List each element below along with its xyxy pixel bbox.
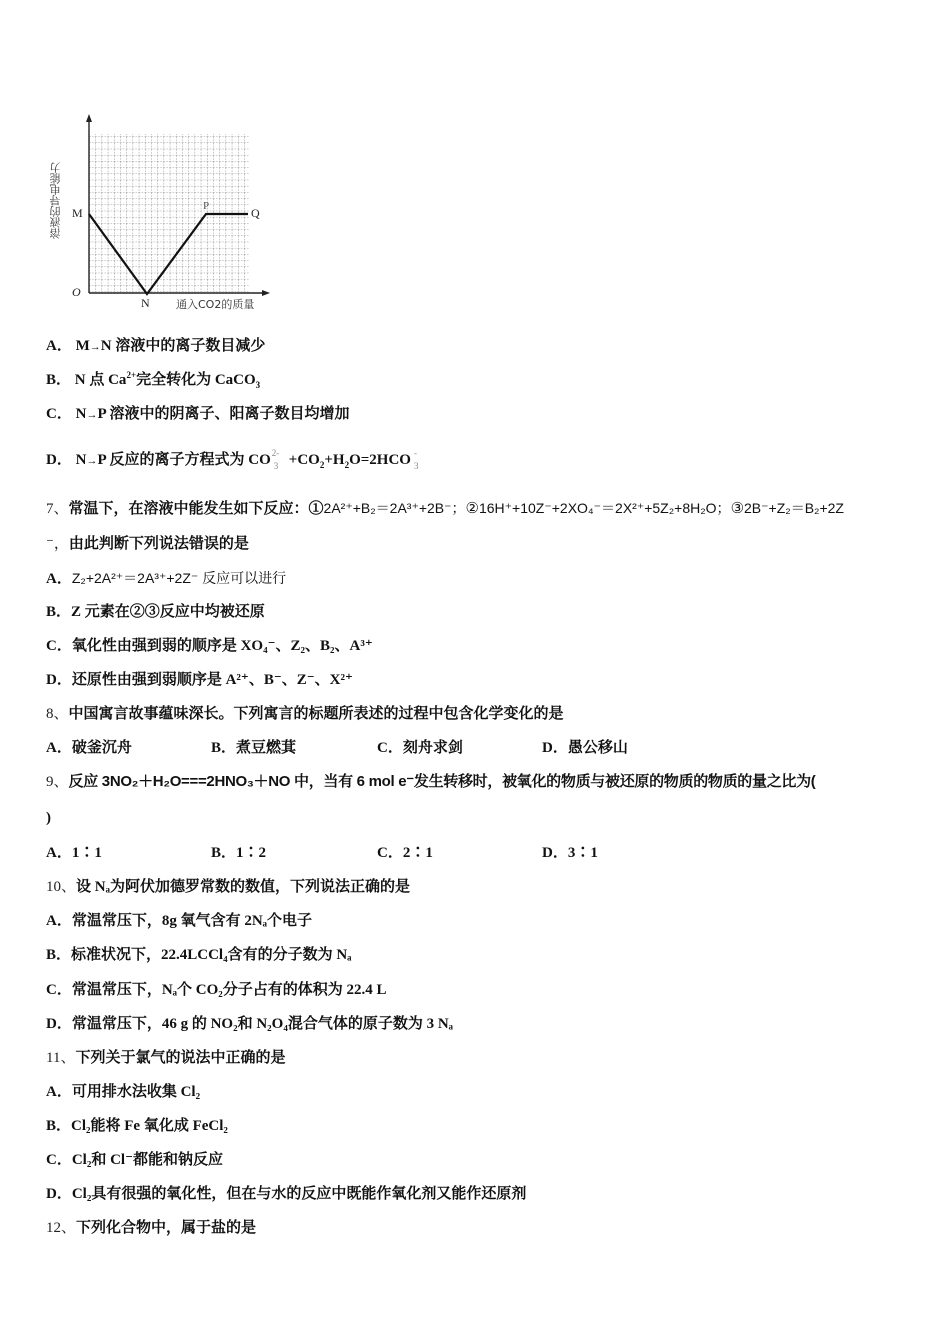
reaction-1: 2A²⁺+B₂＝2A³⁺+2B⁻； <box>323 500 466 516</box>
q8-option-c[interactable]: C．刻舟求剑 <box>377 740 463 756</box>
option-prefix: B． <box>46 947 72 963</box>
point-label-q: Q <box>251 206 260 220</box>
q11-option-b[interactable] <box>46 1116 228 1136</box>
option-prefix: C． <box>46 406 72 422</box>
q7-option-a[interactable] <box>46 568 286 589</box>
option-text: 常温常压下，46 g 的 NO₂和 N₂O₄混合气体的原子数为 3 Nₐ <box>71 1016 454 1032</box>
question-text: ) <box>46 810 51 826</box>
option-text: 常温常压下，8g 氧气含有 2Nₐ个电子 <box>71 913 313 929</box>
question-number: 9、 <box>46 774 69 790</box>
reaction-3: 2B⁻+Z₂＝B₂+2Z <box>744 500 844 516</box>
q7-option-d[interactable] <box>46 670 353 690</box>
q6-option-c[interactable] <box>46 404 350 425</box>
option-text: M <box>75 338 90 354</box>
q11-option-d[interactable] <box>46 1184 526 1204</box>
option-text: +H <box>324 452 345 468</box>
option-prefix: B． <box>46 604 72 620</box>
q9-options <box>46 843 906 863</box>
q8-option-b[interactable]: B．煮豆燃萁 <box>211 740 297 756</box>
chart-ylabel: 溶液的导电能力 <box>49 162 62 239</box>
question-text: 设 Nₐ为阿伏加德罗常数的数值，下列说法正确的是 <box>76 879 410 895</box>
q11-option-a[interactable] <box>46 1082 200 1102</box>
option-text: Z 元素在②③反应中均被还原 <box>71 604 265 620</box>
q10-option-c[interactable] <box>46 980 387 1000</box>
reaction-2: 16H⁺+10Z⁻+2XO₄⁻＝2X²⁺+5Z₂+8H₂O； <box>478 500 731 516</box>
option-text: Cl₂和 Cl⁻都能和钠反应 <box>71 1152 224 1168</box>
point-label-m: M <box>72 206 83 220</box>
q8-option-d[interactable]: D．愚公移山 <box>542 740 628 756</box>
point-label-n: N <box>141 296 150 310</box>
q6-option-b[interactable] <box>46 370 260 390</box>
question-text: 由此判断下列说法错误的是 <box>68 536 249 552</box>
q9-option-c[interactable]: C．2∶1 <box>377 845 433 861</box>
option-text: N <box>75 406 87 422</box>
q9-stem-cont <box>46 808 51 828</box>
q7-stem <box>46 498 844 519</box>
q8-options <box>46 738 906 758</box>
q6-option-a[interactable] <box>46 336 265 357</box>
origin-label: O <box>72 285 81 299</box>
option-prefix: A． <box>46 913 72 929</box>
q9-option-d[interactable]: D．3∶1 <box>542 845 598 861</box>
option-text: 还原性由强到弱顺序是 A²⁺、B⁻、Z⁻、X²⁺ <box>71 672 353 688</box>
option-prefix: D． <box>46 1186 72 1202</box>
option-text: 常温常压下，Nₐ个 CO₂分子占有的体积为 22.4 L <box>71 982 387 998</box>
arrow-icon: → <box>86 455 98 467</box>
q7-option-c[interactable] <box>46 636 373 656</box>
option-text: P 反应的离子方程式为 CO <box>97 452 271 468</box>
option-prefix: A． <box>46 1084 72 1100</box>
question-text: 下列化合物中，属于盐的是 <box>76 1220 257 1236</box>
question-number: 12、 <box>46 1220 77 1236</box>
q9-stem <box>46 772 816 792</box>
arrow-icon: → <box>86 409 98 421</box>
question-text: 下列关于氯气的说法中正确的是 <box>75 1050 286 1066</box>
circled-3: ③ <box>730 501 745 517</box>
question-number: 8、 <box>46 706 69 722</box>
superscript: 2+ <box>126 370 137 380</box>
question-text: 中国寓言故事蕴味深长。下列寓言的标题所表述的过程中包含化学变化的是 <box>68 706 564 722</box>
option-text: 完全转化为 CaCO <box>136 372 256 388</box>
q6-option-d[interactable]: D． N→P 反应的离子方程式为 CO 2- 3 $+CO_2+H_2O=2HCO$ - 3 <box>46 448 419 471</box>
question-text: 常温下，在溶液中能发生如下反应：① <box>68 501 324 517</box>
subscript: 3 <box>255 380 261 390</box>
option-text: Cl₂具有很强的氧化性，但在与水的反应中既能作氧化剂又能作还原剂 <box>71 1186 527 1202</box>
q8-option-a[interactable]: A．破釜沉舟 <box>46 740 132 756</box>
option-prefix: B． <box>46 372 72 388</box>
option-prefix: D． <box>46 1016 72 1032</box>
question-text: 反应 3NO₂＋H₂O===2HNO₃＋NO 中，当有 6 mol e⁻发生转移时，被氧化的物质与被还原的物质的物质的量之比为( <box>68 773 816 790</box>
option-text: 可用排水法收集 Cl₂ <box>71 1084 201 1100</box>
option-prefix: B． <box>46 1118 72 1134</box>
q11-option-c[interactable] <box>46 1150 223 1170</box>
option-text: O=2HCO <box>349 452 411 468</box>
option-text: P 溶液中的阴离子、阳离子数目均增加 <box>97 406 350 422</box>
q11-stem <box>46 1048 285 1068</box>
option-prefix: A． <box>46 338 72 354</box>
q9-option-a[interactable]: A．1∶1 <box>46 845 102 861</box>
q10-option-a[interactable] <box>46 911 312 931</box>
option-text: 标准状况下，22.4LCCl₄含有的分子数为 Nₐ <box>71 947 352 963</box>
question-number: 10、 <box>46 879 77 895</box>
q10-option-b[interactable] <box>46 945 352 965</box>
q9-option-b[interactable]: B．1∶2 <box>211 845 267 861</box>
point-label-p: P <box>203 200 210 212</box>
option-text: +CO <box>288 452 320 468</box>
arrow-icon: → <box>89 341 101 353</box>
q10-stem <box>46 877 410 897</box>
option-text: Z₂+2A²⁺＝2A³⁺+2Z⁻ 反应可以进行 <box>71 570 287 586</box>
option-prefix: A． <box>46 571 72 587</box>
option-text: N 点 Ca <box>74 372 127 388</box>
question-text: ⁻， <box>46 536 69 552</box>
q8-stem <box>46 704 564 724</box>
option-text: N 溶液中的离子数目减少 <box>100 338 266 354</box>
circled-2: ② <box>465 501 479 517</box>
question-number: 11、 <box>46 1050 76 1066</box>
q7-stem-cont <box>46 534 249 554</box>
option-prefix: D． <box>46 672 72 688</box>
question-number: 7、 <box>46 501 69 517</box>
option-prefix: C． <box>46 638 72 654</box>
q7-option-b[interactable] <box>46 602 265 622</box>
q12-stem <box>46 1218 256 1238</box>
option-text: Cl₂能将 Fe 氧化成 FeCl₂ <box>71 1118 228 1134</box>
conductivity-line-chart <box>49 112 274 316</box>
option-text: N <box>75 452 87 468</box>
option-prefix: D． <box>46 452 72 468</box>
q10-option-d[interactable] <box>46 1014 453 1034</box>
option-prefix: C． <box>46 1152 72 1168</box>
option-prefix: C． <box>46 982 72 998</box>
conductivity-chart <box>49 112 274 316</box>
chart-xlabel: 通入CO2的质量 <box>176 298 255 311</box>
option-text: 氧化性由强到弱的顺序是 XO₄⁻、Z₂、B₂、A³⁺ <box>71 638 373 654</box>
